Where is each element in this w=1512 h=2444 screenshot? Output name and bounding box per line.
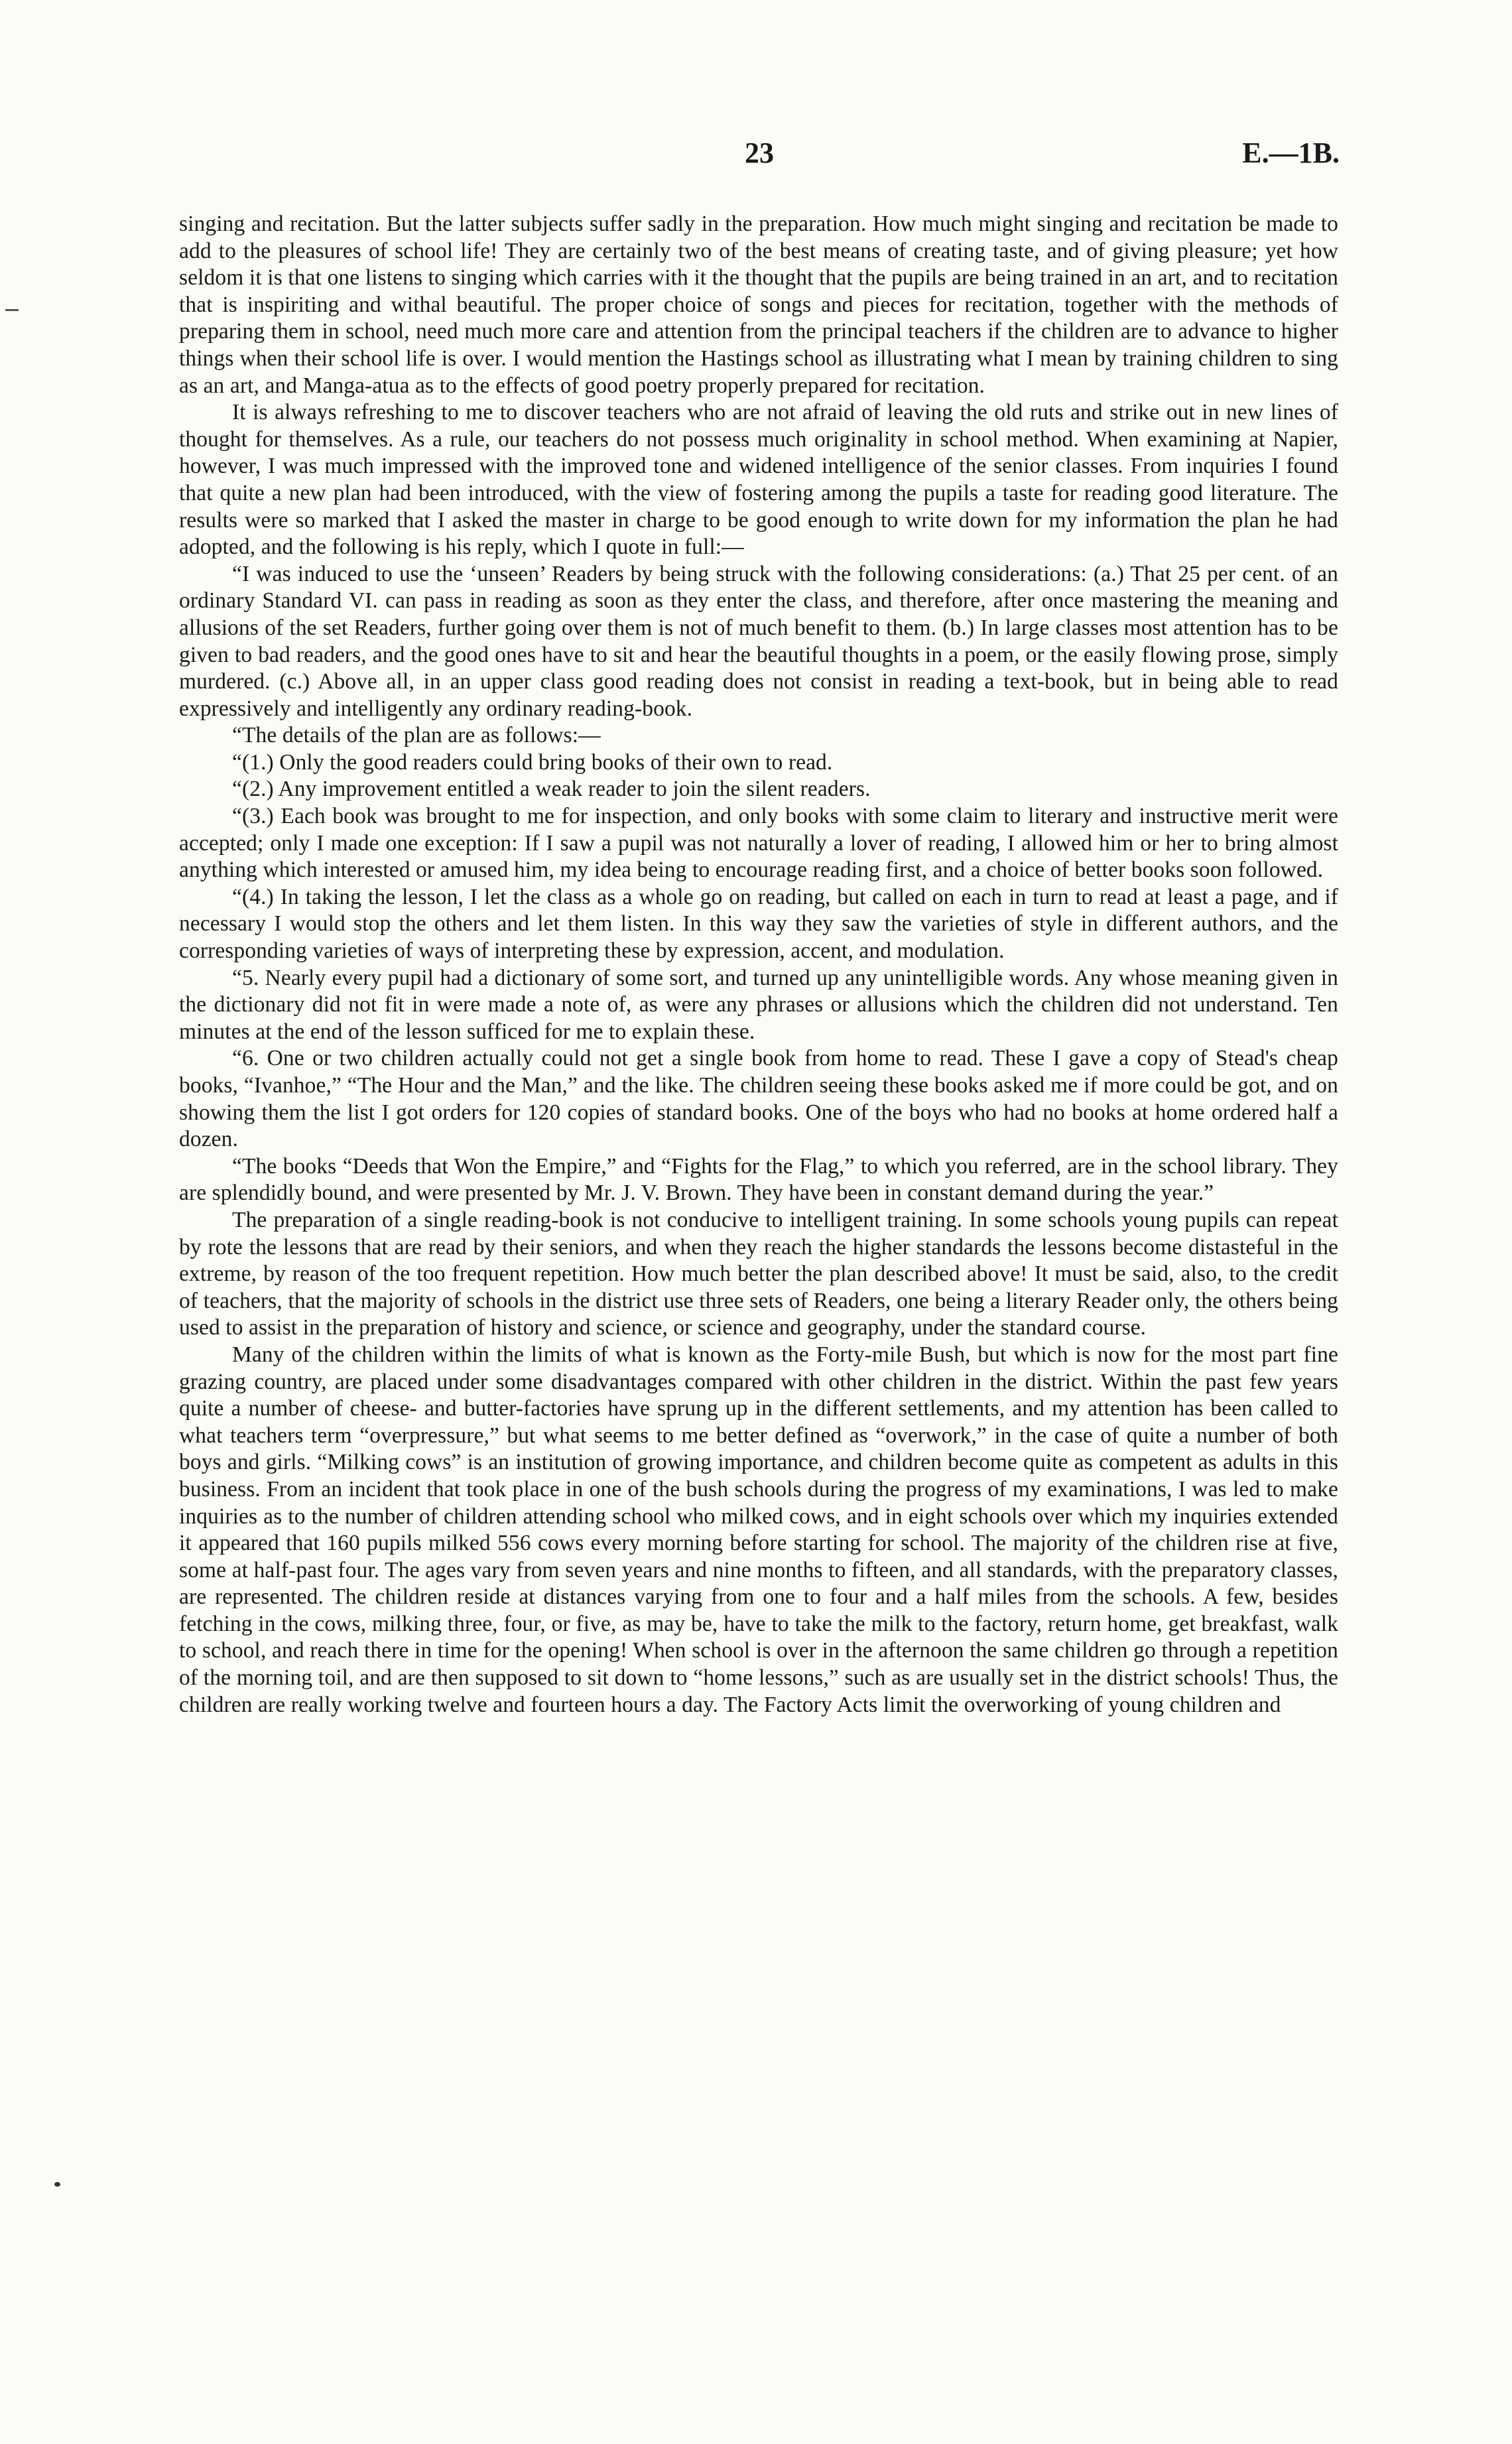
paragraph: It is always refreshing to me to discover teachers who are not afraid of leaving the old ruts and strike out in new lines of thought for themselves. As a rule, our teachers do not possess much originality in school method. When examining at Napier, however, I was much impressed with the improved tone and widened intelligence of the senior classes. From inquiries I found that quite a new plan had been introduced, with the view of fostering among the pupils a taste for reading good literature. The results were so marked that I asked the master in charge to be good enough to write down for my information the plan he had adopted, and the following is his reply, which I quote in full:— — [179, 400, 1338, 560]
list-item: “(2.) Any improvement entitled a weak reader to join the silent readers. — [232, 777, 871, 802]
list-item: “5. Nearly every pupil had a dictionary of some sort, and turned up any unintelligible words. Any whose meaning given in the dictionary did not fit in were made a note of, as were any phrases or allusions which the children did not understand. Ten minutes at the end of the lesson sufficed for me to explain these. — [179, 965, 1338, 1044]
page-number: 23 — [745, 137, 774, 169]
quoted-paragraph: “The details of the plan are as follows:— — [232, 723, 601, 748]
margin-dot — [54, 2182, 60, 2187]
paragraph: singing and recitation. But the latter subjects suffer sadly in the preparation. How much might singing and recitation be made to add to the pleasures of school life! They are certainly two of the best means of creating taste, and of giving pleasure; yet how seldom it is that one listens to singing which carries with it the thought that the pupils are being trained in an art, and to recitation that is inspiriting and withal beautiful. The proper choice of songs and pieces for recitation, together with the methods of preparing them in school, need much more care and attention from the principal teachers if the children are to advance to higher things when their school life is over. I would mention the Hastings school as illustrating what I mean by training children to sing as an art, and Manga-atua as to the effects of good poetry properly prepared for recitation. — [179, 212, 1338, 398]
list-item: “(4.) In taking the lesson, I let the class as a whole go on reading, but called on each in turn to read at least a page, and if necessary I would stop the others and let them listen. In this way they saw the varieties of style in different authors, and the corresponding varieties of ways of interpreting these by expression, accent, and modulation. — [179, 884, 1338, 964]
quoted-paragraph: “The books “Deeds that Won the Empire,” and “Fights for the Flag,” to which you referred, are in the school library. They are splendidly bound, and were presented by Mr. J. V. Brown. They have been in constant demand during the year.” — [179, 1153, 1338, 1206]
margin-mark — [5, 309, 19, 311]
list-item: “(3.) Each book was brought to me for inspection, and only books with some claim to literary and instructive merit were accepted; only I made one exception: If I saw a pupil was not naturally a lover of reading, I allowed him or her to bring almost anything which interested or amused him, my idea being to encourage reading first, and a choice of better books soon followed. — [179, 804, 1338, 883]
body-text — [179, 211, 1338, 1718]
quoted-paragraph: “I was induced to use the ‘unseen’ Readers by being struck with the following considerations: (a.) That 25 per cent. of an ordinary Standard VI. can pass in reading as soon as they enter the class, and therefore, after once mastering the meaning and allusions of the set Readers, further going over them is not of much benefit to them. (b.) In large classes most attention has to be given to bad readers, and the good ones have to sit and hear the beautiful thoughts in a poem, or the easily flowing prose, simply murdered. (c.) Above all, in an upper class good reading does not consist in reading a text-book, but in being able to read expressively and intelligently any ordinary reading-book. — [179, 561, 1338, 721]
page-header — [179, 136, 1340, 176]
list-item: “6. One or two children actually could not get a single book from home to read. These I gave a copy of Stead's cheap books, “Ivanhoe,” “The Hour and the Man,” and the like. The children seeing these books asked me if more could be got, and on showing them the list I got orders for 120 copies of standard books. One of the boys who had no books at home ordered half a dozen. — [179, 1046, 1338, 1152]
paragraph: The preparation of a single reading-book is not conducive to intelligent training. In some schools young pupils can repeat by rote the lessons that are read by their seniors, and when they reach the higher standards the lessons become distasteful in the extreme, by reason of the too frequent repetition. How much better the plan described above! It must be said, also, to the credit of teachers, that the majority of schools in the district use three sets of Readers, one being a literary Reader only, the others being used to assist in the preparation of history and science, or science and geography, under the standard course. — [179, 1207, 1338, 1340]
list-item: “(1.) Only the good readers could bring books of their own to read. — [232, 749, 833, 775]
document-reference: E.—1B. — [1242, 137, 1340, 169]
paragraph: Many of the children within the limits of what is known as the Forty-mile Bush, but which is now for the most part fine grazing country, are placed under some disadvantages compared with other children in the district. Within the past few years quite a number of cheese- and butter-factories have sprung up in the different settlements, and my attention has been called to what teachers term “overpressure,” but what seems to me better defined as “overwork,” in the case of quite a number of both boys and girls. “Milking cows” is an institution of growing importance, and children become quite as competent as adults in this business. From an incident that took place in one of the bush schools during the progress of my examinations, I was led to make inquiries as to the number of children attending school who milked cows, and in eight schools over which my inquiries extended it appeared that 160 pupils milked 556 cows every morning before starting for school. The majority of the children rise at five, some at half-past four. The ages vary from seven years and nine months to fifteen, and all standards, with the preparatory classes, are represented. The children reside at distances varying from one to four and a half miles from the schools. A few, besides fetching in the cows, milking three, four, or five, as may be, have to take the milk to the factory, return home, get breakfast, walk to school, and reach there in time for the opening! When school is over in the afternoon the same children go through a repetition of the morning toil, and are then supposed to sit down to “home lessons,” such as are usually set in the district schools! Thus, the children are really working twelve and fourteen hours a day. The Factory Acts limit the overworking of young children and — [179, 1342, 1338, 1717]
